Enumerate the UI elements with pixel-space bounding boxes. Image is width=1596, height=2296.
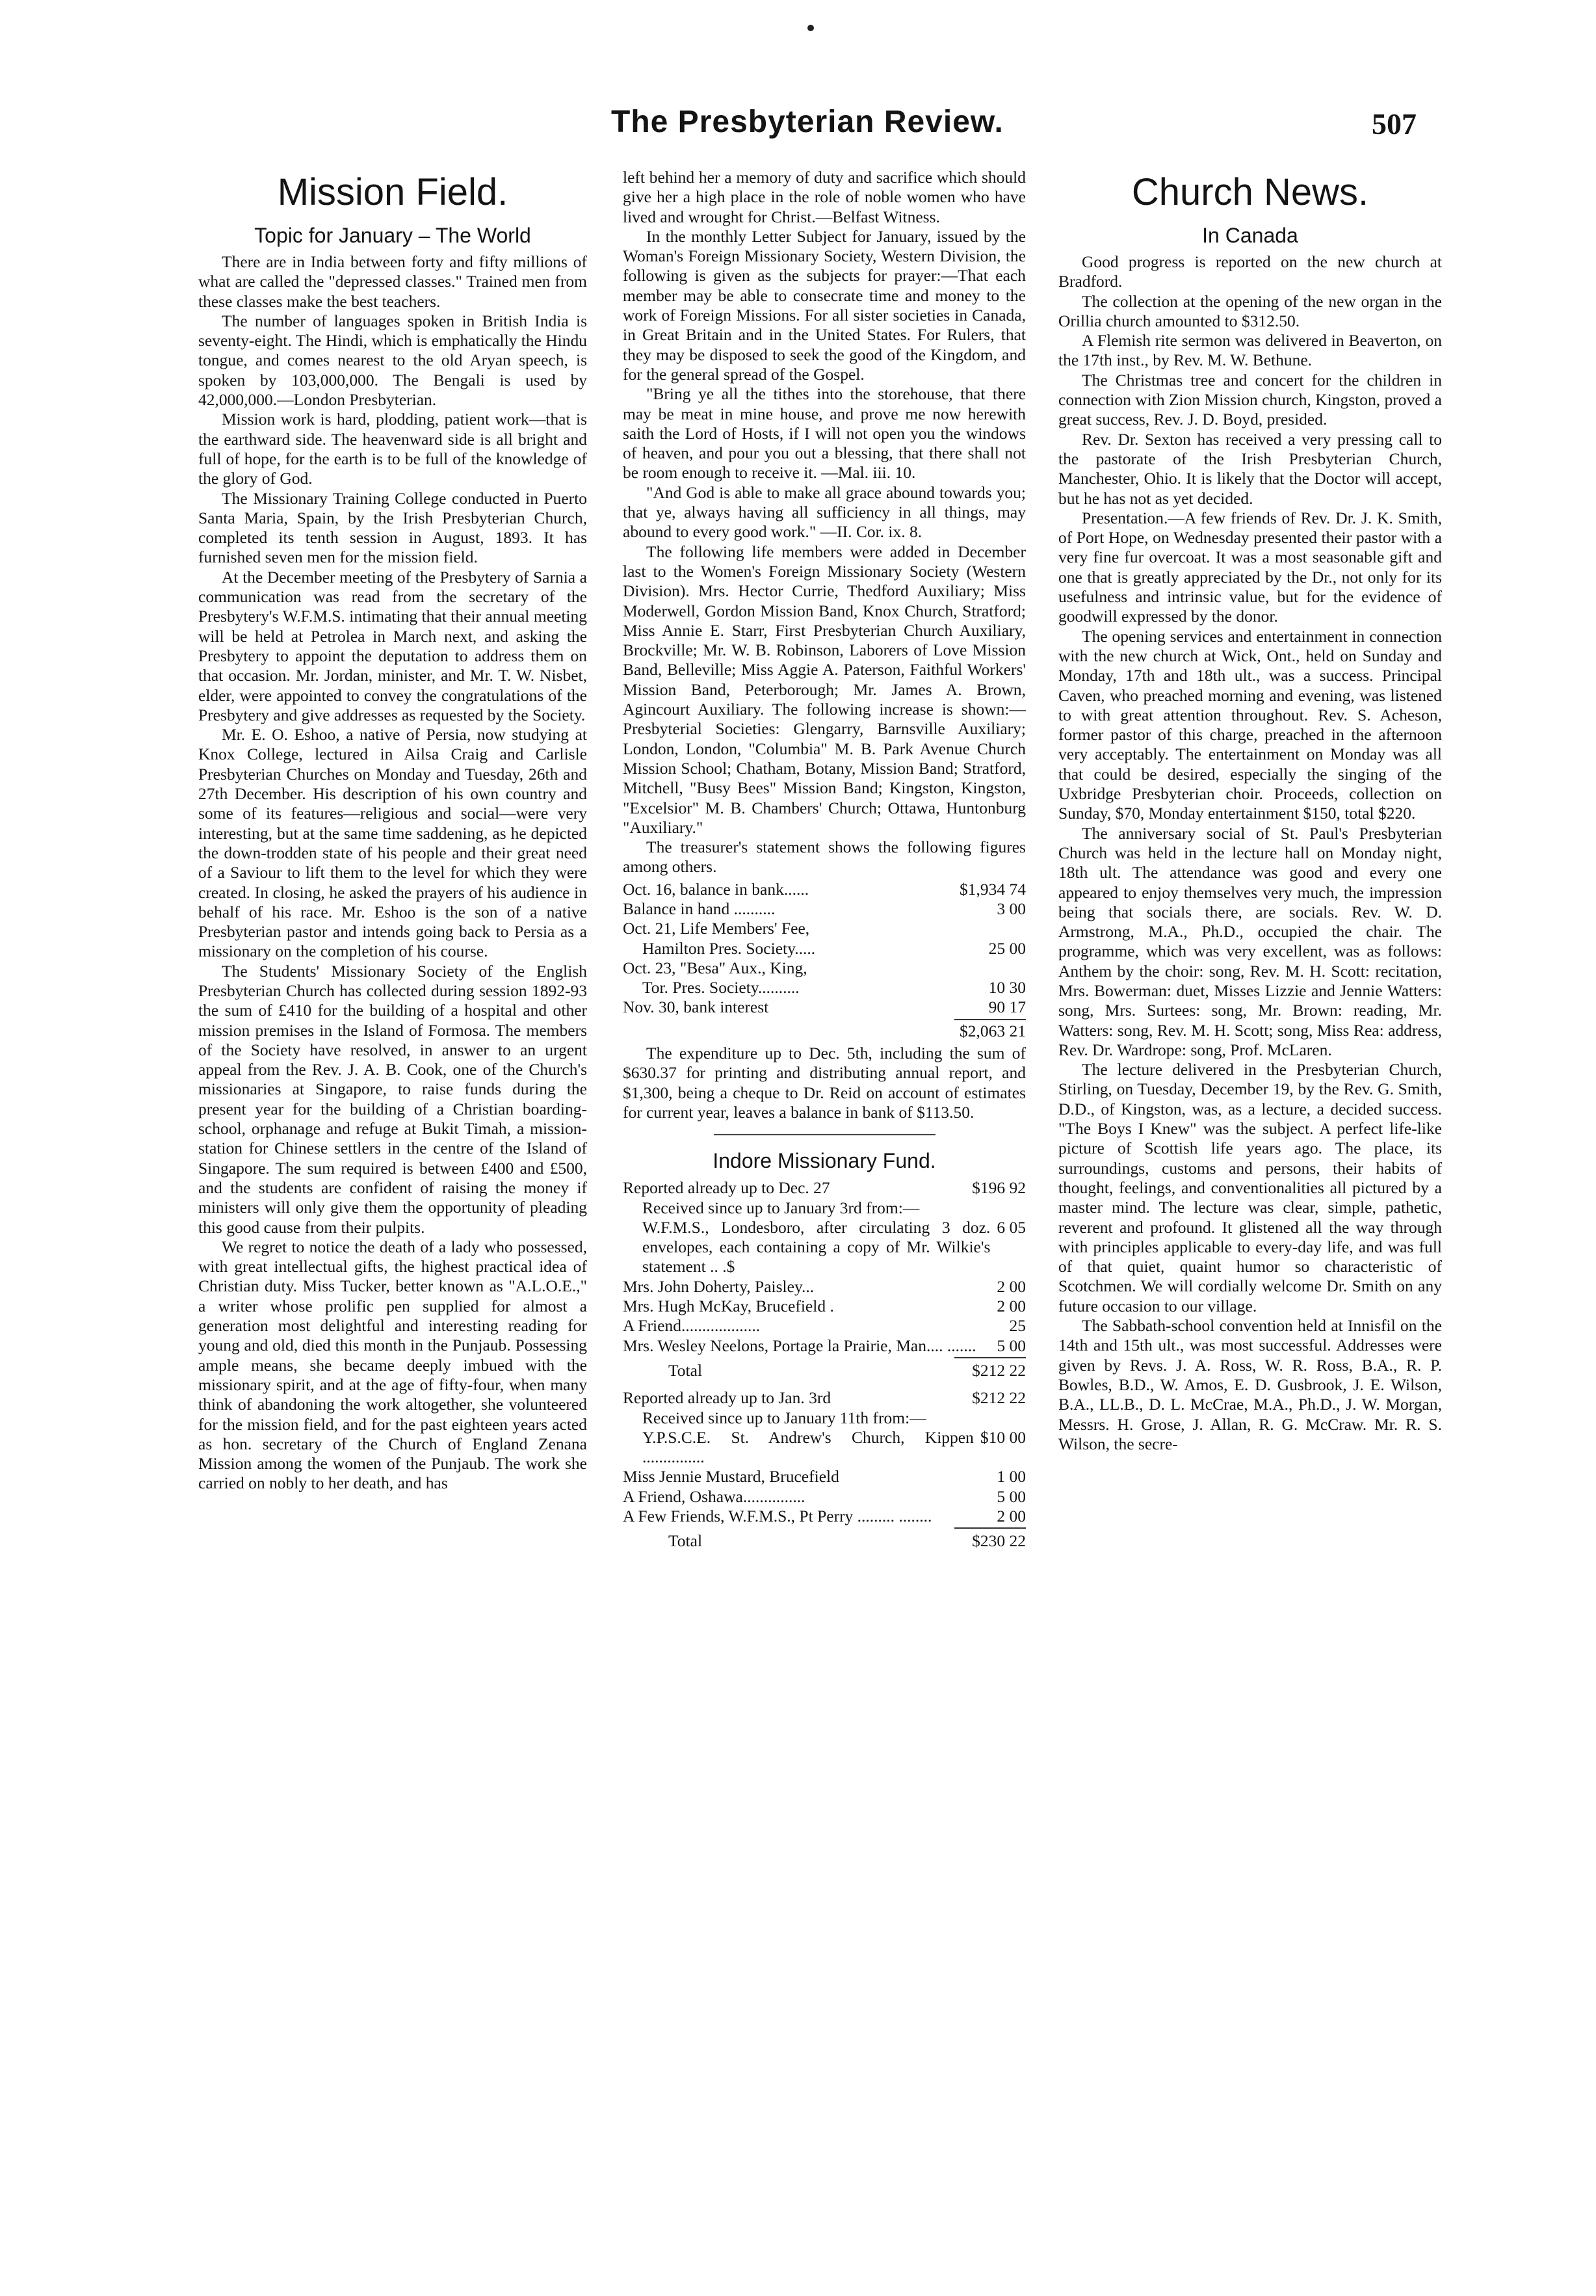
paragraph: The number of languages spoken in British India is seventy-eight. The Hindi, which is emphatically the Hindu tongue, and comes nearest to the old Aryan speech, is spoken by 103,000,000. The Bengali is used by 42,000,000.—London Presbyterian.: [198, 311, 587, 410]
row-label: A Friend...................: [623, 1316, 761, 1336]
row-amount: $212 22: [972, 1388, 1026, 1408]
paragraph: left behind her a memory of duty and sacrifice which should give her a high place in the role of noble women who have lived and wrought for Christ.—Belfast Witness.: [623, 168, 1026, 226]
row-amount: 25 00: [988, 938, 1026, 958]
fund-row: [623, 1507, 1026, 1526]
row-label: A Friend, Oshawa...............: [623, 1486, 805, 1506]
row-amount: 5 00: [997, 1486, 1026, 1506]
sum-rule: [954, 1019, 1026, 1020]
paragraph: The expenditure up to Dec. 5th, including the sum of $630.37 for printing and distributing annual report, and $1,300, being a cheque to Dr. Reid on account of estimates for current year, leaves a balance in bank of $113.50.: [623, 1044, 1026, 1122]
paragraph: Mr. E. O. Eshoo, a native of Persia, now studying at Knox College, lectured in Ailsa Craig and Carlisle Presbyterian Churches on Monday and Tuesday, 26th and 27th December. His description of his own country and some of its features—religious and social—were very interesting, but at the same time saddening, as he depicted the down-trodden state of his people and their great need of a Saviour to lift them to the level for which they were created. In closing, he asked the prayers of his audience in behalf of his race. Mr. Eshoo is the son of a native Presbyterian pastor and intends going back to Persia as a missionary on the completion of his course.: [198, 725, 587, 961]
row-label: Received since up to January 11th from:—: [642, 1408, 926, 1427]
row-amount: 5 00: [997, 1336, 1026, 1355]
paragraph: The following life members were added in December last to the Women's Foreign Missionary Society (Western Division). Mrs. Hector Currie, Thedford Auxiliary; Miss Moderwell, Gordon Mission Band, Knox Church, Stratford; Miss Annie E. Starr, First Presbyterian Church Auxiliary, Brockville; Mr. W. B. Robinson, Laborers of Love Mission Band, Belleville; Miss Aggie A. Paterson, Faithful Workers' Mission Band, Peterborough; Mr. James A. Brown, Agincourt Auxiliary. The following increase is shown:—Presbyterial Societies: Glengarry, Barnsville Auxiliary; London, London, "Columbia" M. B. Park Avenue Church Mission School; Chatham, Botany, Mission Band; Stratford, Mitchell, "Busy Bees" Mission Band; Kingston, Kingston, "Excelsior" M. B. Chambers' Church; Ottawa, Huntonburg "Auxiliary.": [623, 542, 1026, 837]
paragraph: "Bring ye all the tithes into the storehouse, that there may be meat in mine house, and prove me now herewith saith the Lord of Hosts, if I will not open you the windows of heaven, and pour you out a blessing, that there shall not be room enough to receive it. —Mal. iii. 10.: [623, 384, 1026, 482]
paragraph: There are in India between forty and fifty millions of what are called the "depressed classes." Trained men from these classes make the best teachers.: [198, 252, 587, 311]
total-amount: $230 22: [972, 1531, 1026, 1551]
running-header: The Presbyterian Review.: [611, 105, 1004, 139]
paragraph: Good progress is reported on the new church at Bradford.: [1058, 252, 1442, 291]
total-label: Total: [668, 1531, 703, 1551]
fund-row: [623, 1487, 1026, 1507]
row-amount: 2 00: [997, 1507, 1026, 1525]
row-label: Oct. 21, Life Members' Fee,: [623, 919, 810, 938]
row-amount: [1019, 919, 1026, 938]
indore-fund-list-a: [623, 1178, 1026, 1380]
column-church-news: [1058, 168, 1442, 1454]
statement-row: [623, 978, 1026, 997]
fund-row: [623, 1388, 1026, 1408]
paragraph: The Sabbath-school convention held at Innisfil on the 14th and 15th ult., was most successful. Addresses were given by Revs. J. A. Ross, W. R. Ross, B.A., R. P. Bowles, B.D., W. Amos, E. D. Gusbrook, J. E. Wilson, B.A., LL.B., D. L. McCrae, M.A., Ph.D., J. W. Morgan, Messrs. H. Grose, J. Allan, R. G. McCraw. Mr. R. S. Wilson, the secre-: [1058, 1316, 1442, 1453]
row-label: Received since up to January 3rd from:—: [642, 1198, 920, 1217]
row-label: Balance in hand ..........: [623, 899, 776, 918]
row-label: Hamilton Pres. Society.....: [642, 938, 816, 958]
subsection-title: In Canada: [1202, 224, 1298, 247]
paragraph: Presentation.—A few friends of Rev. Dr. J. K. Smith, of Port Hope, on Wednesday presented their pastor with a very fine fur overcoat. It was a most seasonable gift and one that is greatly appreciated by the Dr., not only for its usefulness and intrinsic value, but for the evidence of goodwill expressed by the donor.: [1058, 508, 1442, 626]
row-label: Mrs. Wesley Neelons, Portage la Prairie, Man.... .......: [623, 1336, 976, 1355]
row-label: Mrs. Hugh McKay, Brucefield .: [623, 1297, 834, 1316]
paragraph: Rev. Dr. Sexton has received a very pressing call to the pastorate of the Irish Presbyterian Church, Manchester, Ohio. It is likely that the Doctor will accept, but he has not as yet decided.: [1058, 429, 1442, 508]
row-label: Oct. 16, balance in bank......: [623, 879, 809, 899]
fund-row: [623, 1316, 1026, 1336]
row-amount: 1 00: [997, 1467, 1026, 1486]
row-amount: [1019, 1408, 1026, 1428]
statement-total: [623, 1022, 1026, 1041]
paragraph: The collection at the opening of the new organ in the Orillia church amounted to $312.50.: [1058, 291, 1442, 330]
row-label: Tor. Pres. Society..........: [642, 978, 800, 997]
row-amount: 10 30: [988, 978, 1026, 997]
paragraph: The treasurer's statement shows the following figures among others.: [623, 838, 1026, 877]
column-middle: [623, 168, 1026, 1554]
row-amount: 6 05: [997, 1217, 1026, 1237]
row-amount: 3 00: [997, 899, 1026, 918]
total-amount: $2,063 21: [960, 1021, 1026, 1040]
row-label: W.F.M.S., Londesboro, after circulating 3 doz. envelopes, each containing a copy of Mr. Wilkie's statement .. .$: [642, 1217, 991, 1276]
section-title-mission-field: Mission Field.: [277, 171, 508, 213]
indore-fund-list-b: [623, 1388, 1026, 1551]
paragraph: Mission work is hard, plodding, patient work—that is the earthward side. The heavenward side is all bright and full of hope, for the earth is to be full of the knowledge of the glory of God.: [198, 410, 587, 488]
section-title-indore-fund: Indore Missionary Fund.: [713, 1149, 936, 1173]
paragraph: The Missionary Training College conducted in Puerto Santa Maria, Spain, by the Irish Presbyterian Church, completed its tenth session in August, 1893. It has furnished seven men for the mission field.: [198, 488, 587, 567]
row-amount: $1,934 74: [960, 879, 1026, 899]
row-amount: [1019, 958, 1026, 978]
row-label: Reported already up to Jan. 3rd: [623, 1388, 831, 1408]
paragraph: The Christmas tree and concert for the children in connection with Zion Mission church, Kingston, proved a great success, Rev. J. D. Boyd, presided.: [1058, 370, 1442, 429]
statement-row: [623, 899, 1026, 919]
treasurer-statement: [623, 880, 1026, 1041]
row-label: Reported already up to Dec. 27: [623, 1178, 830, 1198]
fund-row: [623, 1467, 1026, 1486]
row-amount: $196 92: [972, 1178, 1026, 1198]
paragraph: The opening services and entertainment in connection with the new church at Wick, Ont., held on Sunday and Monday, 17th and 18th ult., was a success. Principal Caven, who preached morning and evening, was listened to with great attention throughout. Rev. S. Acheson, former pastor of this charge, preached in the afternoon very acceptably. The entertainment on Monday was all that could be desired, especially the singing of the Uxbridge Presbyterian choir. Proceeds, collection on Sunday, $70, Monday entertainment $150, total $220.: [1058, 626, 1442, 823]
fund-total: [623, 1361, 1026, 1380]
fund-row: [623, 1178, 1026, 1198]
fund-row: [623, 1277, 1026, 1297]
fund-row: [623, 1336, 1026, 1356]
total-label: Total: [668, 1360, 703, 1380]
row-label: Y.P.S.C.E. St. Andrew's Church, Kippen ...............: [642, 1427, 974, 1467]
section-title-church-news: Church News.: [1131, 171, 1369, 213]
statement-row: [623, 939, 1026, 958]
row-amount: $10 00: [980, 1427, 1026, 1447]
row-label: Miss Jennie Mustard, Brucefield: [623, 1467, 839, 1486]
row-amount: [1019, 1198, 1026, 1218]
paragraph: The Students' Missionary Society of the English Presbyterian Church has collected during session 1892-93 the sum of £410 for the building of a hospital and other mission premises in the Island of Formosa. The members of the Society have resolved, in answer to an urgent appeal from the Rev. J. A. B. Cook, one of the Church's missionaries at Singapore, to raise funds during the present year for the building of a Christian boarding-school, orphanage and refuge at Bukit Timah, a mission-station for Chinese settlers in the centre of the Island of Singapore. The sum required is between £400 and £500, and the students are confident of raising the money if ministers will only give them the opportunity of pleading this good cause from their pulpits.: [198, 961, 587, 1237]
topic-heading: Topic for January – The World: [254, 224, 531, 247]
paragraph: "And God is able to make all grace abound towards you; that ye, always having all sufficiency in all things, may abound to every good work." —II. Cor. ix. 8.: [623, 482, 1026, 542]
paragraph: At the December meeting of the Presbytery of Sarnia a communication was read from the secretary of the Presbytery's W.F.M.S. intimating that their annual meeting will be held at Petrolea in March next, and asking the Presbytery to appoint the deputation to address them on that occasion. Mr. Jordan, minister, and Mr. T. W. Nisbet, elder, were appointed to convey the congratulations of the Presbytery and give addresses as requested by the Society.: [198, 567, 587, 724]
statement-row: [623, 997, 1026, 1017]
fund-total: [623, 1531, 1026, 1551]
page-number: 507: [1372, 107, 1417, 140]
statement-row: [623, 919, 1026, 938]
row-amount: 25: [1009, 1316, 1026, 1336]
sum-rule: [954, 1527, 1026, 1529]
paragraph: A Flemish rite sermon was delivered in Beaverton, on the 17th inst., by Rev. M. W. Bethune.: [1058, 331, 1442, 370]
fund-row: [623, 1218, 1026, 1277]
fund-row: [623, 1198, 1026, 1218]
column-mission-field: [198, 168, 587, 1494]
sum-rule: [954, 1357, 1026, 1358]
statement-row: [623, 880, 1026, 899]
paragraph: We regret to notice the death of a lady who possessed, with great intellectual gifts, the highest practical idea of Christian duty. Miss Tucker, better known as "A.L.O.E.," a writer whose prolific pen supplied for almost a generation most delightful and interesting reading for young and old, died this month in the Punjaub. Possessing ample means, she became deeply imbued with the missionary spirit, and at the age of fifty-four, when many think of abandoning the work altogether, she volunteered for the mission field, and for the past eighteen years acted as hon. secretary of the Church of England Zenana Mission among the women of the Punjaub. The work she carried on nobly to her death, and has: [198, 1237, 587, 1493]
row-label: A Few Friends, W.F.M.S., Pt Perry ......... ........: [623, 1507, 932, 1525]
row-label: Nov. 30, bank interest: [623, 997, 769, 1017]
row-label: Oct. 23, "Besa" Aux., King,: [623, 958, 807, 977]
paragraph: The lecture delivered in the Presbyterian Church, Stirling, on Tuesday, December 19, by the Rev. G. Smith, D.D., of Kingston, was, as a lecture, a decided success. "The Boys I Knew" was the subject. A perfect life-like picture of Scottish life years ago. The place, its surroundings, customs and persons, their habits of thought, feelings, and conventionalities all pictured by a master mind. The lecture was clear, simple, pathetic, reverent and profound. It glistened all the way through with principles applicable to every-day life, and was full of that quiet, quaint humor so characteristic of Scotchmen. We will cordially welcome Dr. Smith on any future occasion to our village.: [1058, 1060, 1442, 1315]
total-amount: $212 22: [972, 1360, 1026, 1380]
page-mark: [807, 25, 814, 31]
row-amount: 2 00: [997, 1276, 1026, 1296]
paragraph: In the monthly Letter Subject for January, issued by the Woman's Foreign Missionary Society, Western Division, the following is given as the subjects for prayer:—That each member may be able to consecrate time and money to the work of Foreign Missions. For all sister societies in Canada, in Great Britain and in the United States. For Rulers, that they may be disposed to seek the good of the Kingdom, and for the general spread of the Gospel.: [623, 226, 1026, 384]
fund-row: [623, 1297, 1026, 1316]
statement-row: [623, 958, 1026, 978]
row-label: Mrs. John Doherty, Paisley...: [623, 1276, 815, 1296]
row-amount: 90 17: [988, 997, 1026, 1017]
section-divider: [714, 1134, 935, 1135]
row-amount: 2 00: [997, 1297, 1026, 1316]
paragraph: The anniversary social of St. Paul's Presbyterian Church was held in the lecture hall on Monday night, 18th ult. The attendance was good and every one appeared to enjoy themselves very much, the impression being that socials there, are socials. Rev. W. D. Armstrong, M.A., Ph.D., occupied the chair. The programme, which was very excellent, was as follows: Anthem by the choir: song, Rev. M. H. Scott: recitation, Mrs. Bowerman: duet, Misses Lizzie and Jennie Watters: song, Mrs. Surtees: song, Mr. Brown: reading, Mr. Watters: song, Rev. M. H. Scott; song, Miss Rea: address, Rev. Dr. Wardrope: song, Prof. McLaren.: [1058, 823, 1442, 1059]
fund-row: [623, 1428, 1026, 1468]
fund-row: [623, 1408, 1026, 1428]
